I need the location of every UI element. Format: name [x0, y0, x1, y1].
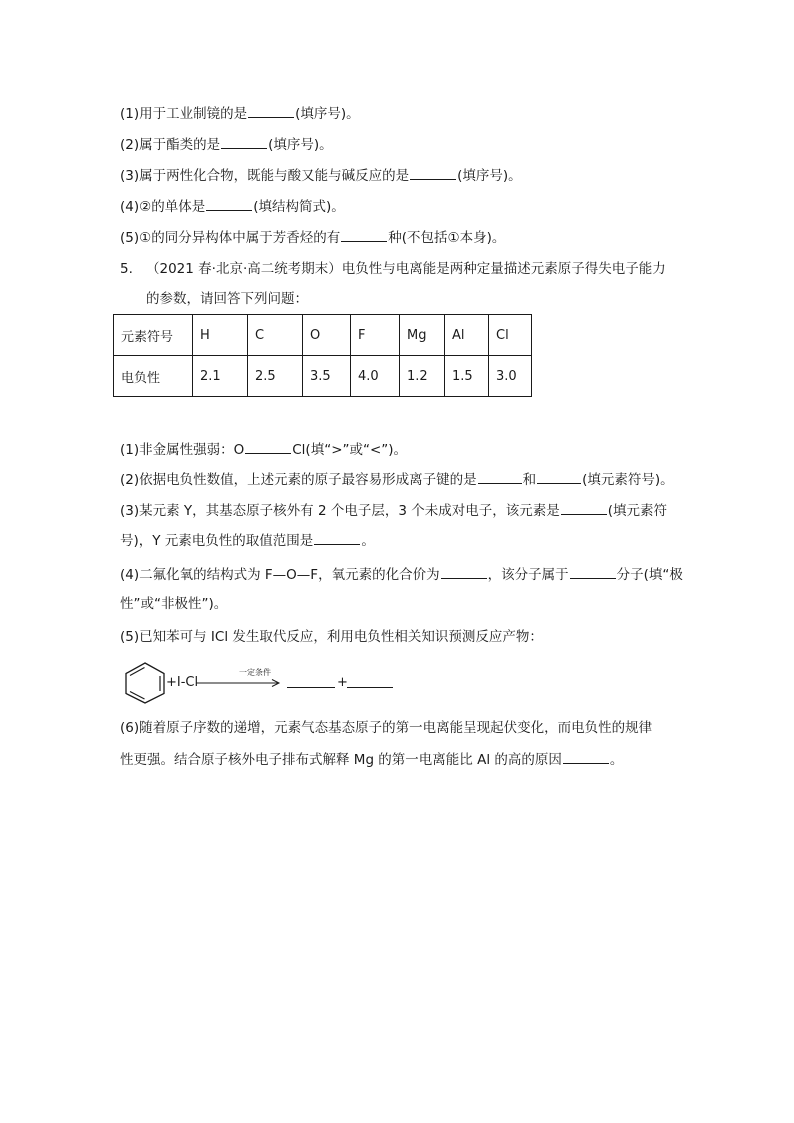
answer-blank[interactable]: [248, 103, 294, 118]
q5-part4-line1: (4)二氟化氧的结构式为 F—O—F，氧元素的化合价为 ，该分子属于 分子(填“极: [120, 564, 683, 585]
table-cell: 1.5: [445, 356, 489, 397]
q5-heading-line1: （2021 春·北京·高二统考期末）电负性与电离能是两种定量描述元素原子得失电子能力: [146, 261, 666, 277]
q4-part1: (1)用于工业制镜的是 (填序号)。: [120, 103, 360, 124]
q4-part3: (3)属于两性化合物，既能与酸又能与碱反应的是 (填序号)。: [120, 165, 522, 186]
table-cell: 3.5: [303, 356, 351, 397]
table-cell: 2.1: [193, 356, 248, 397]
answer-blank[interactable]: [221, 134, 267, 149]
q5-part3-line2: 号)，Y 元素电负性的取值范围是 。: [120, 530, 375, 551]
table-cell: H: [193, 315, 248, 356]
answer-blank[interactable]: [441, 564, 487, 579]
table-row-values: [114, 356, 532, 397]
electronegativity-table: [113, 314, 532, 397]
q5-heading-line2: 的参数，请回答下列问题：: [146, 291, 308, 307]
answer-blank[interactable]: [478, 469, 522, 484]
q5-part2: (2)依据电负性数值，上述元素的原子最容易形成离子键的是 和 (填元素符号)。: [120, 469, 674, 490]
table-cell: 1.2: [400, 356, 445, 397]
q5-part1: (1)非金属性强弱：O Cl(填“>”或“<”)。: [120, 439, 407, 460]
product-blank[interactable]: [347, 673, 393, 688]
q5-part5: (5)已知苯可与 ICl 发生取代反应，利用电负性相关知识预测反应产物：: [120, 629, 543, 645]
table-cell: F: [351, 315, 400, 356]
reaction-condition: 一定条件: [239, 668, 271, 677]
plus-sign: +: [337, 675, 348, 690]
table-cell: Mg: [400, 315, 445, 356]
table-cell: Al: [445, 315, 489, 356]
q4-part5: (5)①的同分异构体中属于芳香烃的有 种(不包括①本身)。: [120, 227, 505, 248]
table-cell: 2.5: [248, 356, 303, 397]
answer-blank[interactable]: [563, 749, 609, 764]
table-cell: O: [303, 315, 351, 356]
answer-blank[interactable]: [410, 165, 456, 180]
q5-part6-line1: (6)随着原子序数的递增，元素气态基态原子的第一电离能呈现起伏变化，而电负性的规律: [120, 720, 653, 736]
table-cell: C: [248, 315, 303, 356]
answer-blank[interactable]: [570, 564, 616, 579]
answer-blank[interactable]: [341, 227, 387, 242]
product-blank[interactable]: [287, 673, 335, 688]
answer-blank[interactable]: [561, 500, 607, 515]
q4-part2: (2)属于酯类的是 (填序号)。: [120, 134, 333, 155]
q5-part4-line2: 性”或“非极性”)。: [120, 596, 228, 612]
reagent-label: +I-Cl: [166, 675, 199, 690]
answer-blank[interactable]: [314, 530, 360, 545]
answer-blank[interactable]: [537, 469, 581, 484]
table-header-electronegativity: 电负性: [114, 356, 193, 397]
answer-blank[interactable]: [206, 196, 252, 211]
reaction-scheme: [120, 660, 420, 704]
table-cell: 3.0: [489, 356, 532, 397]
q5-part6-line2: 性更强。结合原子核外电子排布式解释 Mg 的第一电离能比 Al 的高的原因 。: [120, 749, 623, 770]
table-cell: Cl: [489, 315, 532, 356]
q4-part4: (4)②的单体是 (填结构简式)。: [120, 196, 345, 217]
q5-part3-line1: (3)某元素 Y，其基态原子核外有 2 个电子层，3 个未成对电子，该元素是 (填元素符: [120, 500, 667, 521]
answer-blank[interactable]: [245, 439, 291, 454]
table-header-symbol: 元素符号: [114, 315, 193, 356]
q5-number: 5.: [120, 261, 133, 277]
table-cell: 4.0: [351, 356, 400, 397]
table-row-symbols: [114, 315, 532, 356]
